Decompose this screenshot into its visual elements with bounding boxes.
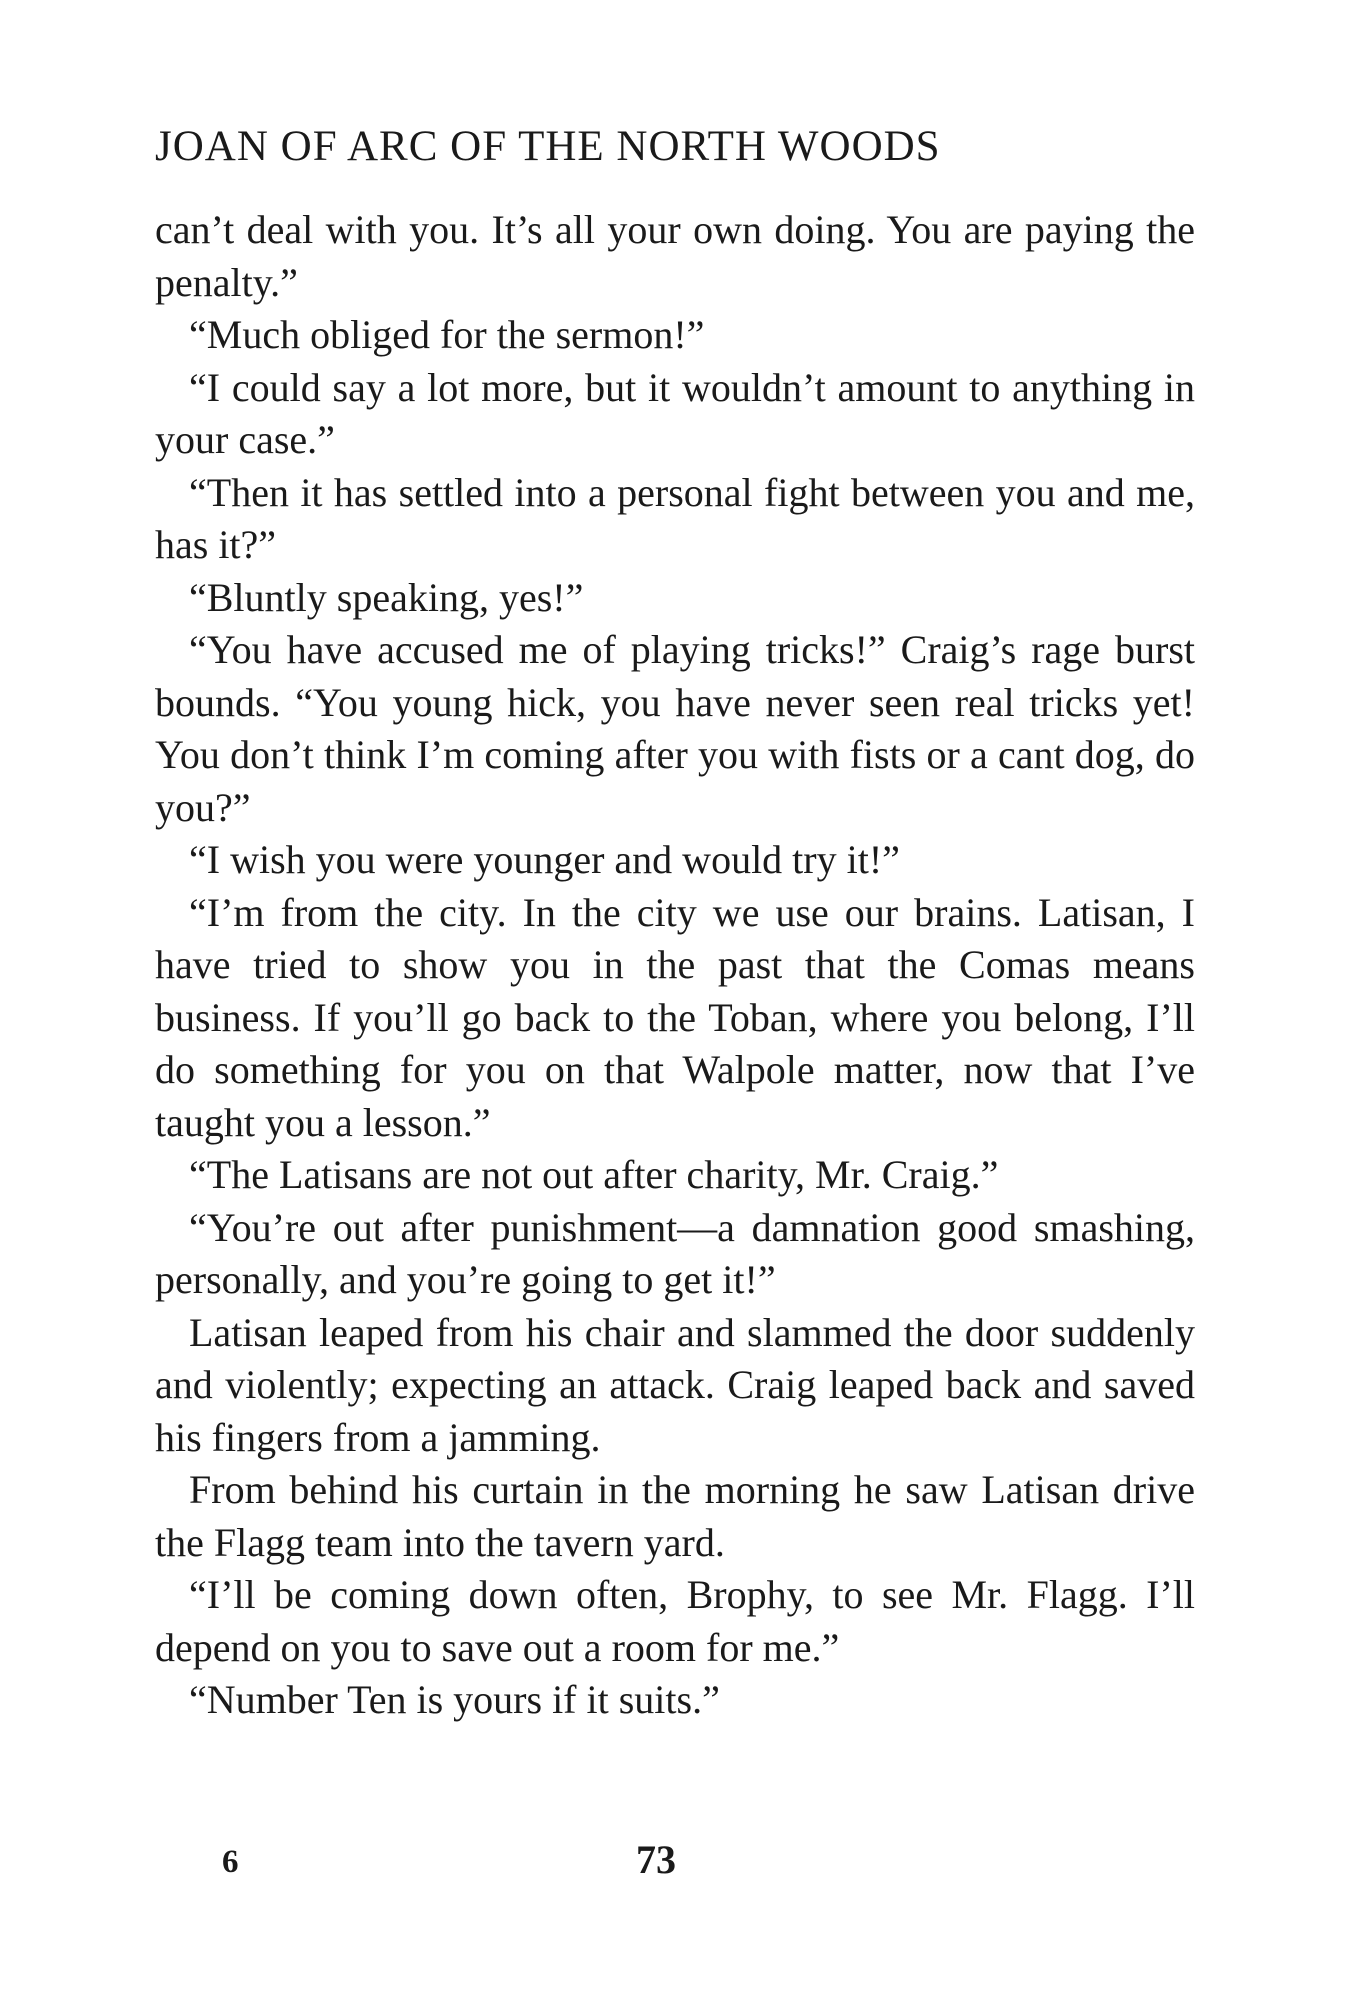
paragraph: “Number Ten is yours if it suits.” [189, 1677, 720, 1722]
paragraph-continued: can’t deal with you. It’s all your own doing. You are paying the penalty.” [155, 207, 1195, 305]
paragraph: Latisan leaped from his chair and slammed the door suddenly and violently; expecting an attack. Craig leaped back and saved his fingers from a jamming. [155, 1309, 1195, 1460]
signature-mark: 6 [222, 1844, 239, 1880]
paragraph: “Much obliged for the sermon!” [189, 312, 705, 357]
paragraph: From behind his curtain in the morning he saw Latisan drive the Flagg team into the tavern yard. [155, 1467, 1195, 1565]
paragraph: “You have accused me of playing tricks!” Craig’s rage burst bounds. “You young hick, you have never seen real tricks yet! You don’t think I’m coming after you with fists or a cant dog, do you?” [155, 627, 1195, 830]
running-head-title: JOAN OF ARC OF THE NORTH WOODS [155, 123, 941, 170]
paragraph: “You’re out after punishment—a damnation good smashing, personally, and you’re going to get it!” [155, 1204, 1195, 1302]
paragraph: “Then it has settled into a personal fight between you and me, has it?” [155, 469, 1195, 567]
paragraph: “I’ll be coming down often, Brophy, to see Mr. Flagg. I’ll depend on you to save out a room for me.” [155, 1572, 1195, 1670]
paragraph: “I’m from the city. In the city we use our brains. Latisan, I have tried to show you in the past that the Comas means business. If you’ll go back to the Toban, where you belong, I’ll do something for you on that Walpole matter, now that I’ve taught you a lesson.” [155, 889, 1195, 1145]
body-text [155, 204, 1195, 1727]
page-number: 73 [636, 1837, 676, 1882]
paragraph: “Bluntly speaking, yes!” [189, 574, 584, 620]
paragraph: “The Latisans are not out after charity, Mr. Craig.” [189, 1152, 999, 1197]
paragraph: “I could say a lot more, but it wouldn’t amount to anything in your case.” [155, 364, 1195, 462]
paragraph: “I wish you were younger and would try it!” [189, 837, 900, 882]
